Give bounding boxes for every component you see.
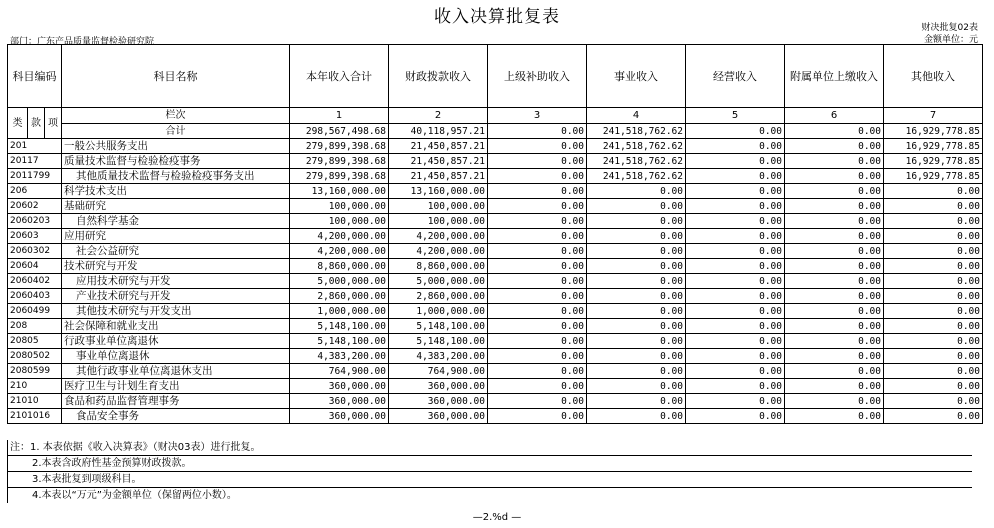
row-value: 0.00 [488,379,587,394]
header-col: 上级补助收入 [488,45,587,108]
col-num: 1 [290,108,389,124]
row-value: 0.00 [686,349,785,364]
row-value: 0.00 [587,214,686,229]
row-value: 0.00 [488,409,587,424]
row-value: 0.00 [785,304,884,319]
row-name: 应用研究 [62,229,290,244]
row-value: 0.00 [785,349,884,364]
row-value: 0.00 [686,199,785,214]
department-label: 部门：广东产品质量监督检验研究院 [10,37,155,47]
row-name: 其他行政事业单位离退休支出 [62,364,290,379]
row-value: 360,000.00 [389,409,488,424]
table-row [8,364,983,379]
total-label: 合计 [62,124,290,139]
lanci-label: 栏次 [62,108,290,124]
row-value: 0.00 [884,274,983,289]
total-value: 241,518,762.62 [587,124,686,139]
row-value: 0.00 [785,229,884,244]
row-value: 2,860,000.00 [290,289,389,304]
header-col: 本年收入合计 [290,45,389,108]
header-col: 经营收入 [686,45,785,108]
row-value: 0.00 [785,364,884,379]
row-value: 0.00 [884,244,983,259]
table-row [8,349,983,364]
row-value: 0.00 [587,349,686,364]
row-value: 4,200,000.00 [389,229,488,244]
row-value: 0.00 [686,184,785,199]
row-value: 0.00 [884,349,983,364]
note-line: 3.本表批复到项级科目。 [7,472,972,488]
row-name: 食品和药品监督管理事务 [62,394,290,409]
row-value: 0.00 [587,229,686,244]
row-name: 科学技术支出 [62,184,290,199]
row-value: 0.00 [785,139,884,154]
row-value: 0.00 [488,364,587,379]
row-value: 0.00 [587,199,686,214]
table-header-row [8,45,983,108]
row-value: 0.00 [488,304,587,319]
total-value: 0.00 [785,124,884,139]
row-value: 8,860,000.00 [389,259,488,274]
row-value: 0.00 [587,379,686,394]
form-code: 财决批复02表 [921,23,978,33]
row-value: 4,200,000.00 [290,244,389,259]
row-code: 2060203 [8,214,62,229]
row-value: 100,000.00 [389,214,488,229]
row-value: 0.00 [686,304,785,319]
row-value: 4,200,000.00 [290,229,389,244]
col-num: 3 [488,108,587,124]
row-value: 0.00 [686,409,785,424]
note-line: 4.本表以“万元”为金额单位（保留两位小数）。 [7,488,972,503]
page-number: —2.%d — [472,512,522,523]
amount-unit: 金额单位：元 [923,35,978,45]
row-code: 208 [8,319,62,334]
row-value: 21,450,857.21 [389,169,488,184]
row-value: 0.00 [587,274,686,289]
table-row [8,229,983,244]
table-row [8,154,983,169]
row-code: 2101016 [8,409,62,424]
row-value: 0.00 [785,244,884,259]
table-body [8,139,983,424]
row-value: 0.00 [686,229,785,244]
row-name: 技术研究与开发 [62,259,290,274]
total-value: 0.00 [488,124,587,139]
row-value: 100,000.00 [290,214,389,229]
header-xiang: 项 [45,108,62,139]
row-value: 0.00 [785,199,884,214]
row-value: 0.00 [785,409,884,424]
row-value: 100,000.00 [290,199,389,214]
row-value: 0.00 [686,274,785,289]
note-line: 2.本表含政府性基金预算财政拨款。 [7,456,972,472]
row-value: 0.00 [488,319,587,334]
row-value: 0.00 [587,364,686,379]
row-value: 0.00 [686,139,785,154]
row-value: 4,200,000.00 [389,244,488,259]
table-row [8,169,983,184]
row-code: 2060499 [8,304,62,319]
row-value: 0.00 [785,289,884,304]
row-value: 16,929,778.85 [884,154,983,169]
table-row [8,334,983,349]
row-name: 社会公益研究 [62,244,290,259]
row-value: 0.00 [587,409,686,424]
row-value: 0.00 [587,304,686,319]
row-name: 其他质量技术监督与检验检疫事务支出 [62,169,290,184]
row-value: 2,860,000.00 [389,289,488,304]
row-value: 0.00 [686,394,785,409]
row-value: 0.00 [785,169,884,184]
row-value: 0.00 [488,394,587,409]
row-value: 0.00 [686,259,785,274]
row-value: 0.00 [884,304,983,319]
row-name: 食品安全事务 [62,409,290,424]
row-value: 241,518,762.62 [587,139,686,154]
row-value: 0.00 [488,229,587,244]
header-name: 科目名称 [62,45,290,108]
row-code: 2080502 [8,349,62,364]
row-value: 0.00 [587,334,686,349]
header-kuan: 款 [28,108,45,139]
row-value: 0.00 [686,244,785,259]
row-value: 360,000.00 [389,379,488,394]
header-col: 财政拨款收入 [389,45,488,108]
row-value: 241,518,762.62 [587,154,686,169]
table-row [8,139,983,154]
row-name: 基础研究 [62,199,290,214]
row-name: 事业单位离退休 [62,349,290,364]
row-value: 0.00 [785,379,884,394]
header-col: 附属单位上缴收入 [785,45,884,108]
header-lei: 类 [8,108,28,139]
row-name: 质量技术监督与检验检疫事务 [62,154,290,169]
row-name: 产业技术研究与开发 [62,289,290,304]
row-value: 16,929,778.85 [884,169,983,184]
row-value: 0.00 [686,169,785,184]
row-value: 360,000.00 [290,409,389,424]
row-value: 0.00 [488,259,587,274]
report-title: 收入决算批复表 [434,7,560,27]
total-value: 298,567,498.68 [290,124,389,139]
row-value: 0.00 [488,274,587,289]
row-value: 0.00 [587,319,686,334]
row-code: 2060403 [8,289,62,304]
header-col: 其他收入 [884,45,983,108]
row-value: 0.00 [686,364,785,379]
total-value: 40,118,957.21 [389,124,488,139]
table-row [8,304,983,319]
row-value: 764,900.00 [290,364,389,379]
row-value: 13,160,000.00 [389,184,488,199]
row-value: 0.00 [785,394,884,409]
row-code: 206 [8,184,62,199]
row-value: 0.00 [488,214,587,229]
row-value: 279,899,398.68 [290,169,389,184]
table-row [8,214,983,229]
notes [7,440,972,503]
row-value: 0.00 [488,199,587,214]
row-value: 0.00 [884,229,983,244]
row-value: 241,518,762.62 [587,169,686,184]
row-code: 2060302 [8,244,62,259]
row-name: 其他技术研究与开发支出 [62,304,290,319]
row-value: 0.00 [884,364,983,379]
row-value: 0.00 [686,334,785,349]
row-value: 0.00 [785,184,884,199]
table-row [8,184,983,199]
row-value: 0.00 [488,169,587,184]
table-row [8,289,983,304]
row-value: 0.00 [587,244,686,259]
row-value: 21,450,857.21 [389,154,488,169]
row-name: 社会保障和就业支出 [62,319,290,334]
row-value: 279,899,398.68 [290,154,389,169]
row-value: 16,929,778.85 [884,139,983,154]
table-row [8,274,983,289]
row-value: 0.00 [785,334,884,349]
row-value: 0.00 [686,289,785,304]
col-num: 7 [884,108,983,124]
row-value: 4,383,200.00 [389,349,488,364]
table-row [8,409,983,424]
column-number-row [8,108,983,124]
col-num: 5 [686,108,785,124]
row-value: 0.00 [686,319,785,334]
row-name: 应用技术研究与开发 [62,274,290,289]
row-value: 0.00 [785,259,884,274]
row-name: 医疗卫生与计划生育支出 [62,379,290,394]
row-value: 0.00 [884,199,983,214]
row-value: 0.00 [488,139,587,154]
col-num: 6 [785,108,884,124]
table-row [8,259,983,274]
table-row [8,379,983,394]
row-value: 1,000,000.00 [290,304,389,319]
col-num: 2 [389,108,488,124]
row-value: 764,900.00 [389,364,488,379]
row-value: 5,148,100.00 [290,319,389,334]
row-value: 5,000,000.00 [389,274,488,289]
note-line: 注：1. 本表依据《收入决算表》（财决03表）进行批复。 [7,440,972,456]
row-value: 0.00 [488,244,587,259]
row-value: 0.00 [785,214,884,229]
row-value: 5,000,000.00 [290,274,389,289]
row-value: 0.00 [884,379,983,394]
row-value: 13,160,000.00 [290,184,389,199]
row-value: 0.00 [686,379,785,394]
row-value: 0.00 [785,154,884,169]
row-value: 0.00 [488,349,587,364]
row-code: 2011799 [8,169,62,184]
row-name: 自然科学基金 [62,214,290,229]
row-code: 201 [8,139,62,154]
row-value: 0.00 [488,334,587,349]
row-value: 4,383,200.00 [290,349,389,364]
row-code: 2080599 [8,364,62,379]
table-row [8,199,983,214]
income-table [7,44,983,424]
row-value: 0.00 [785,274,884,289]
row-code: 2060402 [8,274,62,289]
row-value: 0.00 [587,289,686,304]
table-row [8,244,983,259]
header-code: 科目编码 [8,45,62,108]
row-code: 210 [8,379,62,394]
row-value: 0.00 [488,289,587,304]
total-value: 16,929,778.85 [884,124,983,139]
row-code: 20117 [8,154,62,169]
row-value: 0.00 [884,334,983,349]
row-value: 0.00 [884,214,983,229]
row-value: 0.00 [587,394,686,409]
row-value: 0.00 [587,184,686,199]
row-code: 21010 [8,394,62,409]
row-value: 5,148,100.00 [389,334,488,349]
row-value: 360,000.00 [290,379,389,394]
row-value: 0.00 [686,154,785,169]
row-value: 5,148,100.00 [290,334,389,349]
row-value: 0.00 [686,214,785,229]
row-value: 0.00 [587,259,686,274]
row-value: 0.00 [884,289,983,304]
row-value: 0.00 [884,394,983,409]
row-value: 0.00 [884,259,983,274]
row-code: 20604 [8,259,62,274]
row-value: 5,148,100.00 [389,319,488,334]
row-value: 0.00 [884,184,983,199]
row-value: 0.00 [488,184,587,199]
row-name: 一般公共服务支出 [62,139,290,154]
row-code: 20805 [8,334,62,349]
row-value: 1,000,000.00 [389,304,488,319]
total-value: 0.00 [686,124,785,139]
row-value: 100,000.00 [389,199,488,214]
row-value: 0.00 [488,154,587,169]
col-num: 4 [587,108,686,124]
row-code: 20603 [8,229,62,244]
row-value: 360,000.00 [290,394,389,409]
row-value: 279,899,398.68 [290,139,389,154]
row-value: 0.00 [884,319,983,334]
table-row [8,394,983,409]
row-value: 360,000.00 [389,394,488,409]
row-value: 8,860,000.00 [290,259,389,274]
row-value: 0.00 [785,319,884,334]
row-code: 20602 [8,199,62,214]
row-name: 行政事业单位离退休 [62,334,290,349]
row-value: 21,450,857.21 [389,139,488,154]
table-row [8,319,983,334]
header-col: 事业收入 [587,45,686,108]
total-row [8,124,983,139]
row-value: 0.00 [884,409,983,424]
